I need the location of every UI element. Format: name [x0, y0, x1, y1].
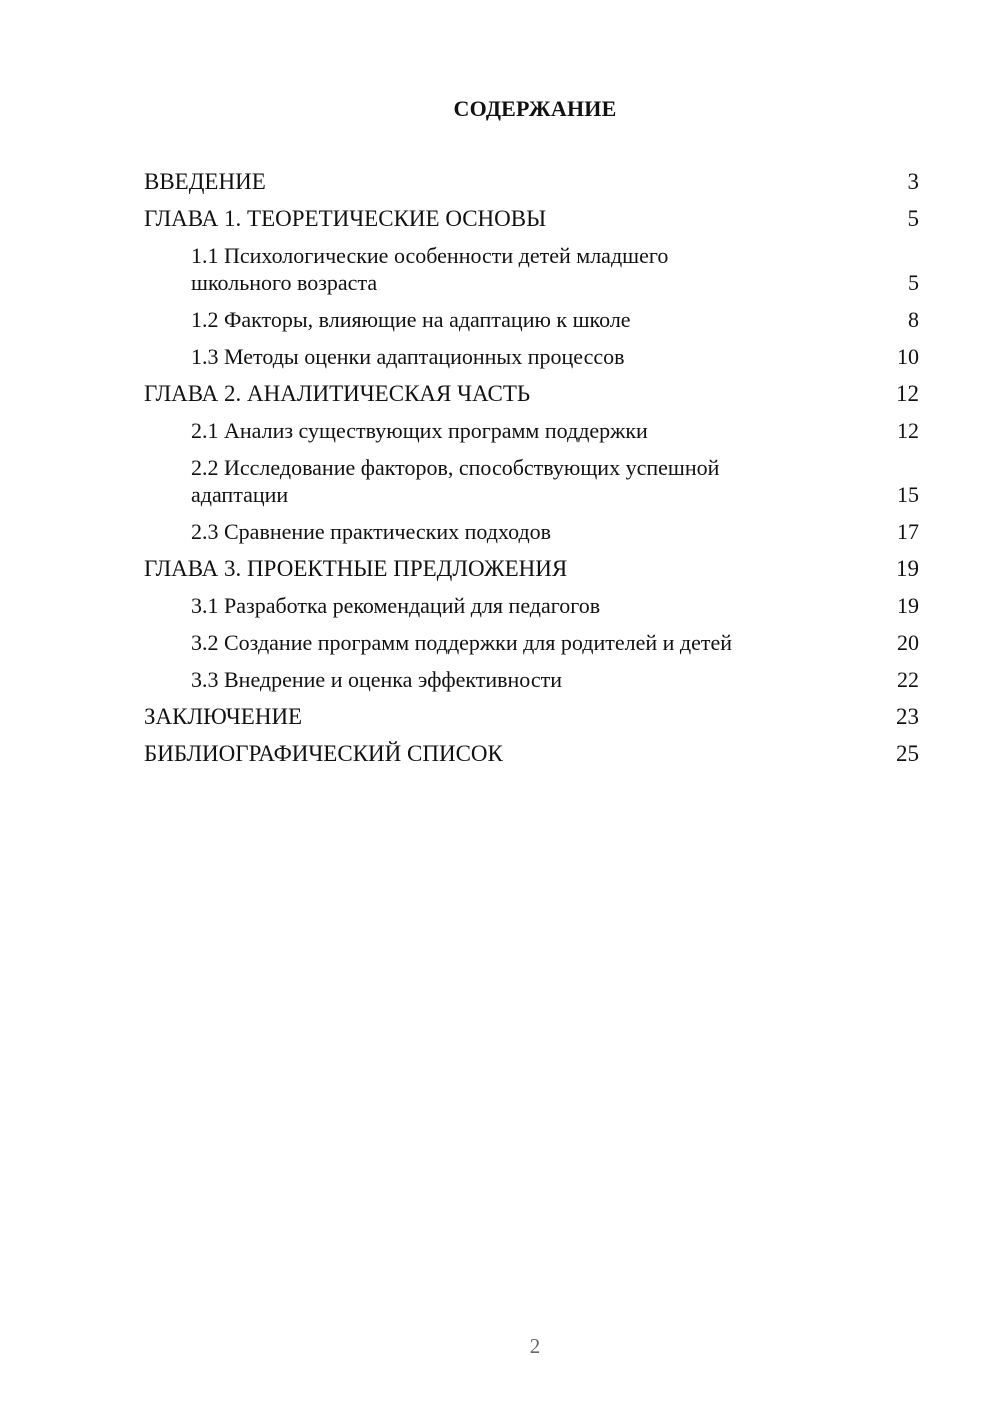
toc-entry-page: 19	[897, 593, 919, 618]
toc-entry-label: ГЛАВА 2. АНАЛИТИЧЕСКАЯ ЧАСТЬ	[144, 381, 531, 406]
toc-entry-label: 1.2 Факторы, влияющие на адаптацию к школе	[191, 307, 631, 332]
toc-entry-section-2-3[interactable]	[144, 518, 919, 545]
toc-entry-page: 12	[897, 418, 919, 443]
toc-entry-bibliography[interactable]	[144, 740, 919, 767]
toc-entry-section-1-1[interactable]	[144, 242, 919, 296]
toc-entry-label: ГЛАВА 1. ТЕОРЕТИЧЕСКИЕ ОСНОВЫ	[144, 206, 547, 231]
toc-entry-page: 22	[897, 667, 919, 692]
toc-entry-page: 17	[897, 519, 919, 544]
toc-entry-introduction[interactable]	[144, 168, 919, 195]
toc-entry-label: 3.2 Создание программ поддержки для родителей и детей	[191, 630, 732, 655]
toc-entry-page: 20	[897, 630, 919, 655]
toc-entry-chapter-1[interactable]	[144, 205, 919, 232]
toc-entry-page: 25	[896, 741, 919, 766]
toc-entry-conclusion[interactable]	[144, 703, 919, 730]
toc-entry-page: 19	[896, 556, 919, 581]
toc-entry-label: 2.3 Сравнение практических подходов	[191, 519, 552, 544]
toc-entry-section-3-3[interactable]	[144, 666, 919, 693]
toc-entry-label: 3.1 Разработка рекомендаций для педагогов	[191, 593, 601, 618]
table-of-contents	[144, 168, 919, 777]
page-number: 2	[529, 1334, 541, 1358]
toc-entry-chapter-2[interactable]	[144, 380, 919, 407]
toc-entry-section-1-3[interactable]	[144, 343, 919, 370]
toc-entry-label: БИБЛИОГРАФИЧЕСКИЙ СПИСОК	[144, 741, 503, 766]
toc-entry-page: 23	[896, 704, 919, 729]
toc-entry-label: ГЛАВА 3. ПРОЕКТНЫЕ ПРЕДЛОЖЕНИЯ	[144, 556, 568, 581]
toc-entry-section-2-2[interactable]	[144, 454, 919, 508]
toc-entry-page: 5	[908, 270, 919, 295]
toc-entry-section-2-1[interactable]	[144, 417, 919, 444]
toc-entry-label: 2.2 Исследование факторов, способствующих успешной адаптации	[191, 455, 720, 507]
toc-entry-label: 1.1 Психологические особенности детей младшего школьного возраста	[191, 243, 669, 295]
toc-entry-page: 15	[897, 482, 919, 507]
toc-entry-label: 2.1 Анализ существующих программ поддержки	[191, 418, 648, 443]
toc-entry-page: 12	[896, 381, 919, 406]
toc-entry-label: 1.3 Методы оценки адаптационных процессов	[191, 344, 625, 369]
toc-entry-page: 3	[907, 169, 919, 194]
toc-entry-chapter-3[interactable]	[144, 555, 919, 582]
page-title: СОДЕРЖАНИЕ	[453, 96, 617, 121]
toc-entry-section-3-1[interactable]	[144, 592, 919, 619]
toc-entry-section-1-2[interactable]	[144, 306, 919, 333]
toc-entry-label: 3.3 Внедрение и оценка эффективности	[191, 667, 563, 692]
toc-entry-page: 8	[908, 307, 919, 332]
toc-entry-page: 10	[897, 344, 919, 369]
toc-entry-label: ВВЕДЕНИЕ	[144, 169, 266, 194]
toc-entry-label: ЗАКЛЮЧЕНИЕ	[144, 704, 303, 729]
toc-entry-section-3-2[interactable]	[144, 629, 919, 656]
toc-entry-page: 5	[907, 206, 919, 231]
